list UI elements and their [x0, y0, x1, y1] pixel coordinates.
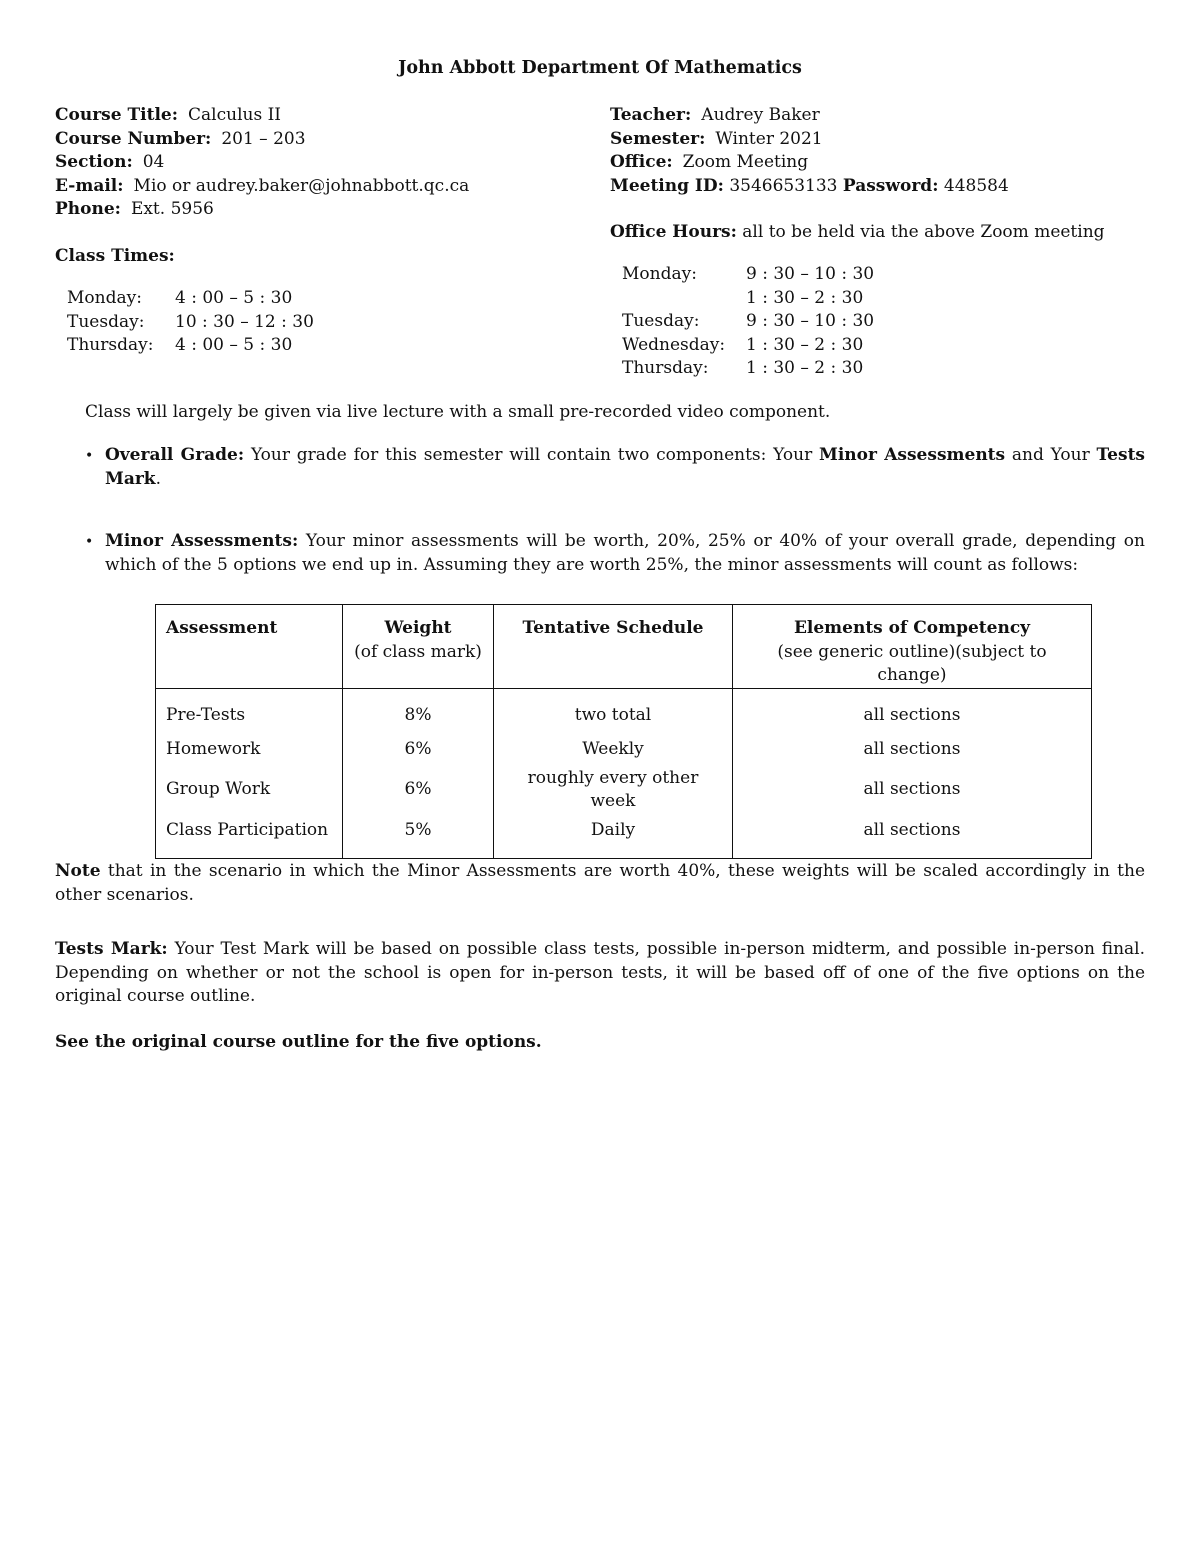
class-time-day: Monday: [67, 288, 142, 308]
page-title: John Abbott Department Of Mathematics [398, 58, 802, 78]
minor-assessments-label: Minor Assessments: [105, 531, 299, 551]
header-title: Assessment [166, 618, 278, 638]
header-title: Weight [384, 618, 452, 638]
office-hours-label: Office Hours: [610, 222, 737, 242]
cell-competency: all sections [733, 733, 1092, 767]
see-original-outline: See the original course outline for the five options. [55, 1032, 542, 1052]
office-hours-row [622, 310, 874, 334]
minor-assessments-item [105, 530, 1145, 577]
class-time-row [67, 287, 314, 311]
cell-assessment: Pre-Tests [156, 688, 343, 733]
class-time-range: 4 : 00 – 5 : 30 [175, 288, 293, 308]
header-title: Elements of Competency [793, 618, 1031, 638]
course-number-label: Course Number: [55, 128, 212, 149]
class-time-range: 10 : 30 – 12 : 30 [175, 311, 314, 332]
office-hours-row [622, 263, 874, 287]
overall-grade-end: . [155, 468, 161, 489]
cell-assessment: Class Participation [156, 814, 343, 859]
cell-competency: all sections [733, 688, 1092, 733]
office-hours-time: 1 : 30 – 2 : 30 [746, 287, 864, 308]
table-row [156, 688, 1092, 733]
overall-grade-text-and: and Your [1011, 445, 1090, 465]
teacher-value: Audrey Baker [701, 105, 820, 125]
office-hours-day: Tuesday: [622, 311, 700, 331]
office-hours-day: Wednesday: [622, 334, 726, 355]
section-value: 04 [142, 152, 165, 172]
office-hours-time: 1 : 30 – 2 : 30 [746, 358, 864, 378]
note-paragraph [55, 860, 1145, 907]
table-row [156, 814, 1092, 859]
minor-assessments-text: Your minor assessments will be worth, 20%, 25% or 40% of your overall grade, depending on which of the 5 options we end up in. Assuming they are worth 25%, the minor assessments will count as follows: [105, 531, 1145, 575]
office-hours-note: all to be held via the above Zoom meeting [742, 222, 1105, 242]
cell-schedule: Daily [494, 814, 733, 859]
course-title-label: Course Title: [55, 105, 179, 125]
password-label: Password: [842, 175, 939, 196]
office-hours-day: Monday: [622, 264, 697, 284]
semester-line [610, 128, 823, 152]
header-weight [343, 605, 494, 689]
cell-weight: 8% [343, 688, 494, 733]
cell-competency: all sections [733, 814, 1092, 859]
cell-weight: 6% [343, 733, 494, 767]
header-subtitle: (of class mark) [354, 641, 482, 662]
office-hours-table [622, 263, 874, 381]
cell-competency: all sections [733, 767, 1092, 814]
class-time-day: Tuesday: [67, 311, 145, 332]
password-value: 448584 [943, 175, 1009, 196]
teacher-line [610, 104, 820, 128]
office-label: Office: [610, 152, 673, 172]
course-number-line [55, 128, 306, 152]
meeting-id-label: Meeting ID: [610, 175, 724, 196]
cell-schedule: two total [494, 688, 733, 733]
tests-mark-text: Your Test Mark will be based on possible class tests, possible in-person midterm, and possible in-person final. Depending on whether or not the school is open for in-person tests, it will be based off of one of the five options on the original course outline. [55, 939, 1146, 1006]
office-hours-time: 9 : 30 – 10 : 30 [746, 311, 875, 331]
header-subtitle: (see generic outline)(subject to change) [777, 641, 1047, 685]
teacher-label: Teacher: [610, 105, 692, 125]
overall-grade-strong-minor: Minor Assessments [819, 445, 1006, 465]
note-text: that in the scenario in which the Minor Assessments are worth 40%, these weights will be scaled accordingly in the other scenarios. [55, 861, 1146, 905]
class-time-day: Thursday: [67, 335, 154, 355]
tests-mark-label: Tests Mark: [55, 939, 168, 959]
overall-grade-strong-tests: Tests Mark [105, 445, 1145, 489]
header-assessment [156, 605, 343, 689]
email-value[interactable]: Mio or audrey.baker@johnabbott.qc.ca [133, 175, 470, 196]
class-time-row [67, 334, 314, 358]
header-competency [733, 605, 1092, 689]
phone-label: Phone: [55, 199, 121, 219]
office-hours-row [622, 287, 874, 311]
semester-value: Winter 2021 [715, 128, 823, 149]
office-hours-row [622, 334, 874, 358]
meeting-line [610, 175, 1009, 199]
header-title: Tentative Schedule [522, 618, 704, 638]
cell-assessment: Group Work [156, 767, 343, 814]
section-label: Section: [55, 152, 133, 172]
office-hours-day [622, 287, 746, 311]
course-title-line [55, 104, 281, 128]
table-row [156, 767, 1092, 814]
course-number-value: 201 – 203 [221, 128, 306, 149]
assessment-table-header [156, 605, 1092, 689]
header-schedule [494, 605, 733, 689]
assessment-table [155, 604, 1092, 859]
cell-weight: 6% [343, 767, 494, 814]
phone-line [55, 198, 214, 222]
class-times-heading: Class Times: [55, 246, 175, 266]
office-hours-time: 1 : 30 – 2 : 30 [746, 334, 864, 355]
intro-text: Class will largely be given via live lecture with a small pre-recorded video component. [85, 402, 831, 422]
cell-schedule: roughly every other week [494, 767, 733, 814]
office-hours-row [622, 357, 874, 381]
office-hours-time: 9 : 30 – 10 : 30 [746, 264, 875, 284]
course-title-value: Calculus II [188, 105, 282, 125]
email-line [55, 175, 469, 199]
overall-grade-item [105, 444, 1145, 491]
tests-mark-paragraph [55, 938, 1145, 1009]
overall-grade-label: Overall Grade: [105, 445, 245, 465]
bullet-icon: • [85, 448, 94, 464]
class-times-table [67, 287, 314, 358]
cell-schedule: Weekly [494, 733, 733, 767]
office-hours-day: Thursday: [622, 358, 709, 378]
section-line [55, 151, 164, 175]
overall-grade-text: Your grade for this semester will contain two components: Your [250, 445, 813, 465]
cell-assessment: Homework [156, 733, 343, 767]
cell-weight: 5% [343, 814, 494, 859]
class-time-range: 4 : 00 – 5 : 30 [175, 335, 293, 355]
office-value: Zoom Meeting [682, 152, 809, 172]
meeting-id-value: 3546653133 [729, 175, 838, 196]
class-time-row [67, 311, 314, 335]
email-label: E-mail: [55, 175, 124, 196]
note-label: Note [55, 861, 101, 881]
phone-value: Ext. 5956 [130, 199, 214, 219]
office-line [610, 151, 808, 175]
table-row [156, 733, 1092, 767]
semester-label: Semester: [610, 128, 706, 149]
office-hours-line [610, 221, 1105, 245]
bullet-icon: • [85, 534, 94, 550]
